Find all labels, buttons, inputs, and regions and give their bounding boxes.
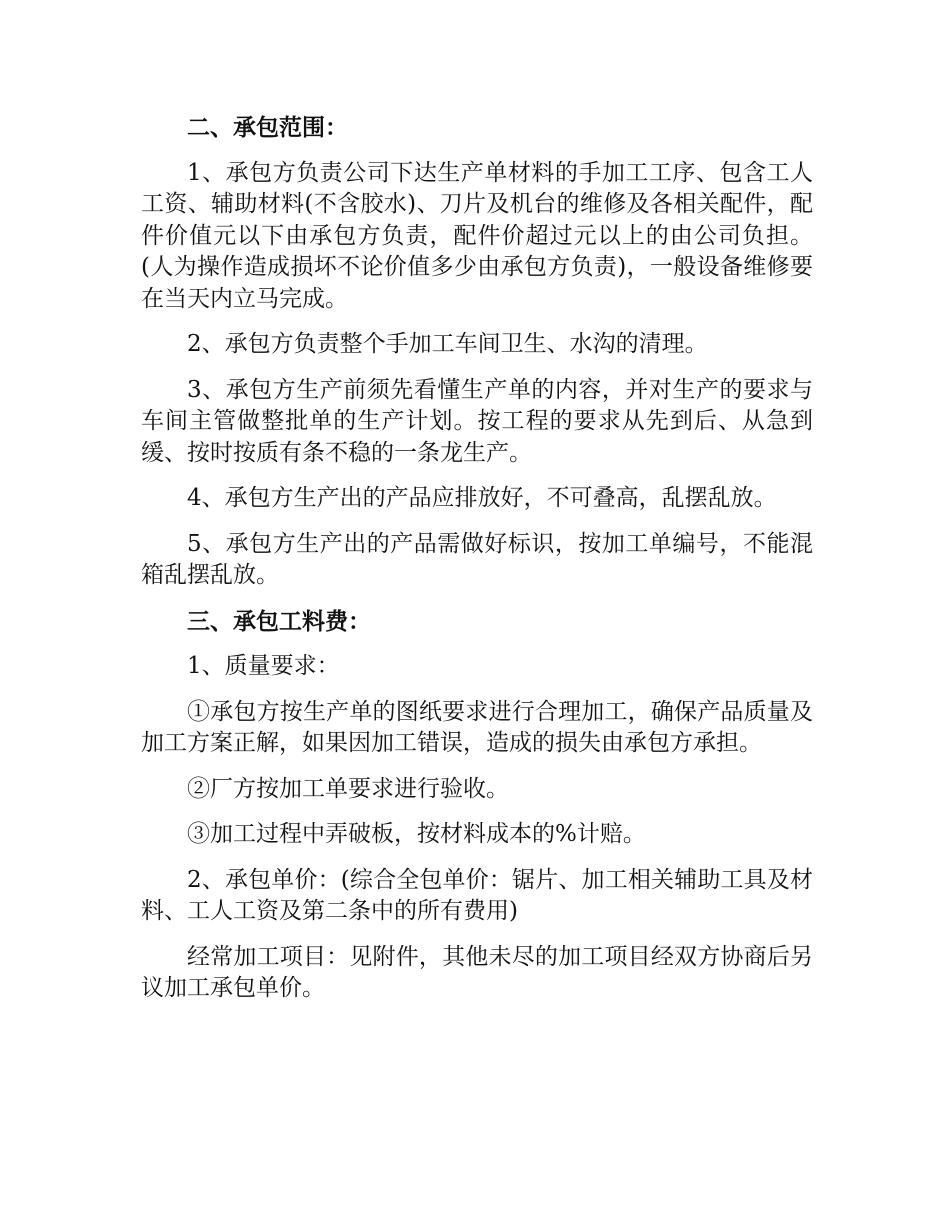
document-body <box>141 112 813 1019</box>
paragraph: 1、承包方负责公司下达生产单材料的手加工工序、包含工人工资、辅助材料(不含胶水)、刀片及机台的维修及各相关配件，配件价值元以下由承包方负责，配件价超过元以上的由公司负担。(人为操作造成损坏不论价值多少由承包方负责)，一般设备维修要在当天内立马完成。 <box>141 159 813 312</box>
paragraph: ③加工过程中弄破板，按材料成本的%计赔。 <box>187 821 646 847</box>
paragraph: ①承包方按生产单的图纸要求进行合理加工，确保产品质量及加工方案正解，如果因加工错误，造成的损失由承包方承担。 <box>141 698 813 756</box>
paragraph: 3、承包方生产前须先看懂生产单的内容，并对生产的要求与车间主管做整批单的生产计划。按工程的要求从先到后、从急到缓、按时按质有条不稳的一条龙生产。 <box>141 376 813 466</box>
paragraph: 2、承包单价：(综合全包单价：锯片、加工相关辅助工具及材料、工人工资及第二条中的所有费用) <box>141 866 813 924</box>
paragraph: 4、承包方生产出的产品应排放好，不可叠高，乱摆乱放。 <box>187 485 777 511</box>
paragraph: 5、承包方生产出的产品需做好标识，按加工单编号，不能混箱乱摆乱放。 <box>141 530 813 588</box>
paragraph: 1、质量要求： <box>187 653 340 679</box>
paragraph: 经常加工项目：见附件，其他未尽的加工项目经双方协商后另议加工承包单价。 <box>141 943 813 1001</box>
section-heading-fees: 三、承包工料费： <box>187 607 371 635</box>
paragraph: ②厂方按加工单要求进行验收。 <box>187 775 509 802</box>
section-heading-scope: 二、承包范围： <box>187 114 348 141</box>
paragraph: 2、承包方负责整个手加工车间卫生、水沟的清理。 <box>187 331 708 357</box>
